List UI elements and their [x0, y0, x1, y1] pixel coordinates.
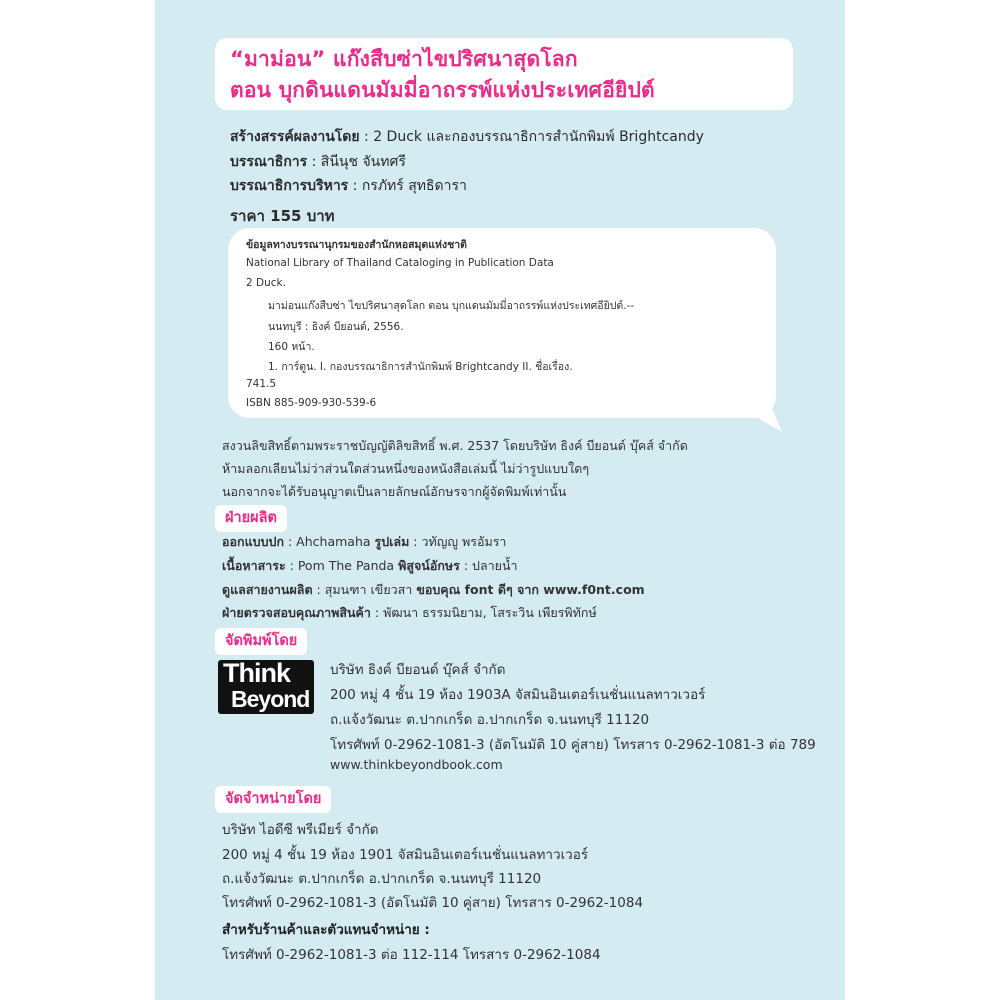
production-row — [222, 580, 645, 600]
cip-classification: 741.5 — [246, 378, 277, 390]
copyright-line-3: นอกจากจะได้รับอนุญาตเป็นลายลักษณ์อักษรจากผู้จัดพิมพ์เท่านั้น — [222, 484, 567, 499]
production-label: ดูแลสายงานผลิต — [222, 582, 313, 597]
credit-label: บรรณาธิการ — [230, 154, 308, 170]
production-label: พิสูจน์อักษร — [398, 558, 460, 573]
credit-value: : 2 Duck และกองบรรณาธิการสำนักพิมพ์ Brightcandy — [359, 129, 704, 145]
logo-text-think: Think — [223, 660, 290, 688]
cip-heading-english: National Library of Thailand Cataloging in Publication Data — [246, 257, 554, 269]
distributor-heading: จัดจำหน่ายโดย — [215, 786, 331, 813]
publisher-company: บริษัท ธิงค์ บียอนด์ บุ๊คส์ จำกัด — [330, 662, 506, 678]
cip-imprint: นนทบุรี : ธิงค์ บียอนด์, 2556. — [268, 321, 404, 333]
logo-text-beyond: Beyond — [231, 686, 310, 712]
credit-label: สร้างสรรค์ผลงานโดย — [230, 129, 360, 145]
credit-value: : กรภัทร์ สุทธิดารา — [348, 178, 467, 194]
think-beyond-logo — [218, 660, 314, 714]
retail-phone: โทรศัพท์ 0-2962-1081-3 ต่อ 112-114 โทรสาร 0-2962-1084 — [222, 947, 601, 963]
production-label: รูปเล่ม — [374, 534, 410, 549]
production-value: : Ahchamaha — [284, 534, 375, 549]
production-value: : วทัญญู พรอัมรา — [409, 534, 507, 549]
production-value: : Pom The Panda — [285, 558, 399, 573]
distributor-phone: โทรศัพท์ 0-2962-1081-3 (อัตโนมัติ 10 คู่สาย) โทรสาร 0-2962-1084 — [222, 895, 644, 911]
copyright-line-2: ห้ามลอกเลียนไม่ว่าส่วนใดส่วนหนึ่งของหนังสือเล่มนี้ ไม่ว่ารูปแบบใดๆ — [222, 461, 590, 476]
production-label: เนื้อหาสาระ — [222, 558, 286, 573]
production-row — [222, 603, 597, 623]
distributor-address-2: ถ.แจ้งวัฒนะ ต.ปากเกร็ด อ.ปากเกร็ด จ.นนทบุรี 11120 — [222, 871, 542, 887]
cip-heading-thai: ข้อมูลทางบรรณานุกรมของสำนักหอสมุดแห่งชาติ — [246, 239, 467, 251]
book-title-line-2: ตอน บุกดินแดนมัมมี่อาถรรพ์แห่งประเทศอียิปต์ — [230, 78, 655, 102]
cip-author: 2 Duck. — [246, 277, 286, 289]
cip-subjects: 1. การ์ตูน. I. กองบรรณาธิการสำนักพิมพ์ Brightcandy II. ชื่อเรื่อง. — [268, 361, 573, 373]
cip-isbn: ISBN 885-909-930-539-6 — [246, 397, 377, 409]
copyright-line-1: สงวนลิขสิทธิ์ตามพระราชบัญญัติลิขสิทธิ์ พ.ศ. 2537 โดยบริษัท ธิงค์ บียอนด์ บุ๊คส์ จำกัด — [222, 438, 688, 453]
credit-managing-editor — [230, 175, 467, 197]
publisher-heading: จัดพิมพ์โดย — [215, 628, 307, 655]
cip-pages: 160 หน้า. — [268, 341, 315, 353]
credit-label: บรรณาธิการบริหาร — [230, 178, 349, 194]
price: ราคา 155 บาท — [230, 207, 335, 225]
credit-editor — [230, 151, 406, 173]
cip-title: มาม่อนแก๊งสืบซ่า ไขปริศนาสุดโลก ตอน บุกแดนมัมมี่อาถรรพ์แห่งประเทศอียิปต์.-- — [268, 300, 635, 312]
publisher-address-2: ถ.แจ้งวัฒนะ ต.ปากเกร็ด อ.ปากเกร็ด จ.นนทบุรี 11120 — [330, 712, 650, 728]
production-value: : ปลายน้ำ — [459, 558, 518, 573]
publisher-website-link[interactable]: www.thinkbeyondbook.com — [330, 757, 503, 772]
production-row — [222, 532, 506, 552]
retail-label: สำหรับร้านค้าและตัวแทนจำหน่าย : — [222, 922, 430, 938]
production-label: ขอบคุณ font ดีๆ จาก www.f0nt.com — [416, 582, 645, 597]
production-row — [222, 556, 518, 576]
production-label: ออกแบบปก — [222, 534, 285, 549]
book-title-line-1: “มาม่อน” แก๊งสืบซ่าไขปริศนาสุดโลก — [230, 47, 578, 71]
publisher-phone: โทรศัพท์ 0-2962-1081-3 (อัตโนมัติ 10 คู่สาย) โทรสาร 0-2962-1081-3 ต่อ 789 — [330, 737, 816, 753]
production-value: : สุมนฑา เขียวสา — [312, 582, 417, 597]
credit-value: : สินีนุช จันทศรี — [307, 154, 406, 170]
publisher-address-1: 200 หมู่ 4 ชั้น 19 ห้อง 1903A จัสมินอินเตอร์เนชั่นแนลทาวเวอร์ — [330, 687, 706, 703]
credit-creator — [230, 126, 704, 148]
production-label: ฝ่ายตรวจสอบคุณภาพสินค้า — [222, 605, 371, 620]
production-heading: ฝ่ายผลิต — [215, 505, 287, 532]
distributor-company: บริษัท ไอดีซี พรีเมียร์ จำกัด — [222, 822, 379, 838]
production-value: : พัฒนา ธรรมนิยาม, โสระวิน เพียรพิทักษ์ — [370, 605, 597, 620]
distributor-address-1: 200 หมู่ 4 ชั้น 19 ห้อง 1901 จัสมินอินเตอร์เนชั่นแนลทาวเวอร์ — [222, 847, 589, 863]
